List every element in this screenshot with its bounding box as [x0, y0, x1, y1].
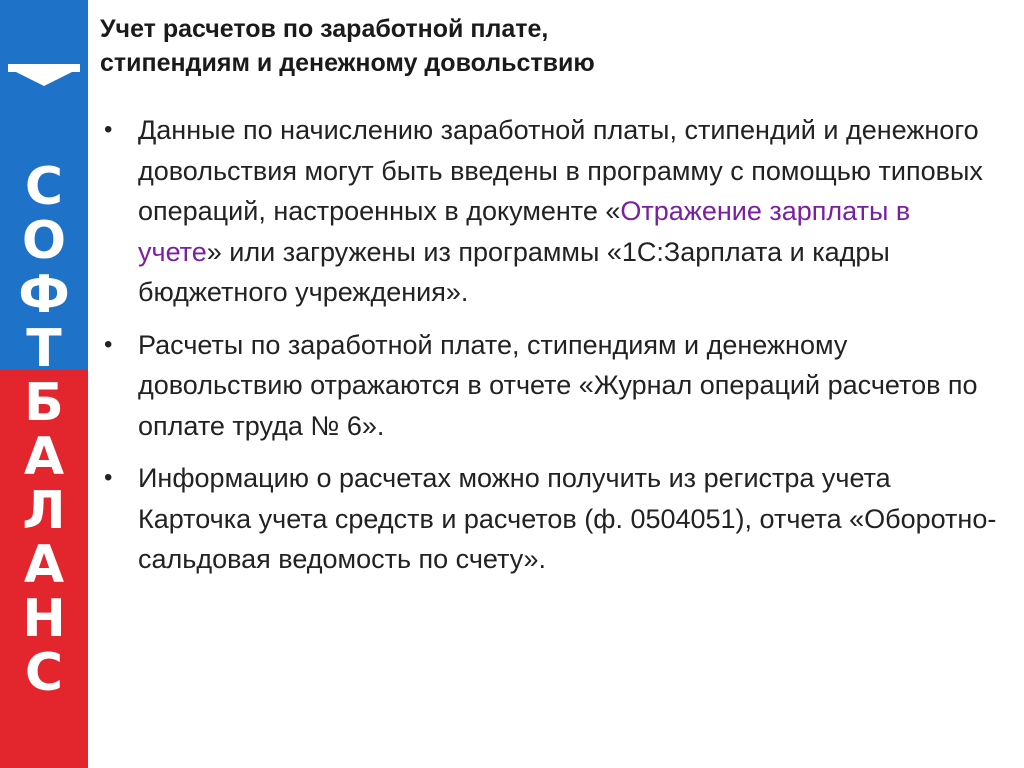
- bullet-item-register: [100, 458, 1000, 580]
- brand-wordmark: [0, 157, 88, 703]
- brand-letter: С: [24, 157, 64, 217]
- brand-letter: Н: [22, 589, 66, 649]
- brand-logo-strip: [0, 0, 88, 768]
- brand-letter: А: [23, 427, 65, 487]
- brand-letter: С: [24, 643, 64, 703]
- brand-letter: Ф: [18, 265, 70, 325]
- bullet-list: [100, 110, 1000, 592]
- bullet-text: Информацию о расчетах можно получить из регистра учета Карточка учета средств и расчетов (ф. 0504051), отчета «Оборотно-сальдовая ведомость по счету».: [138, 463, 997, 574]
- brand-bar: [8, 64, 80, 72]
- bullet-dot-icon: •: [104, 464, 113, 491]
- slide-title: [100, 12, 1000, 80]
- slide-title-line-2: стипендиям и денежному довольствию: [100, 49, 595, 77]
- brand-letter: Б: [24, 373, 64, 433]
- bullet-item-data-entry: [100, 110, 1000, 313]
- bullet-text-end: » или загружены из программы «1С:Зарплата и кадры бюджетного учреждения».: [138, 236, 890, 307]
- bullet-dot-icon: •: [104, 330, 113, 358]
- brand-letter: Л: [22, 481, 66, 541]
- bullet-dot-icon: •: [104, 116, 113, 143]
- document-name-link[interactable]: Отражение зарплаты в учете: [138, 196, 911, 267]
- brand-letter: А: [23, 535, 65, 595]
- brand-letter: О: [21, 211, 67, 271]
- brand-letter: Т: [26, 319, 62, 379]
- bullet-text: Расчеты по заработной плате, стипендиям и денежному довольствию отражаются в отчете «Журнал операций расчетов по оплате труда № 6».: [138, 329, 978, 441]
- bullet-item-journal: [100, 325, 1000, 447]
- bullet-text-start: Данные по начислению заработной платы, стипендий и денежного довольствия могут быть введены в программу с помощью типовых операций, настроенных в документе «: [138, 115, 983, 226]
- slide-title-line-1: Учет расчетов по заработной плате,: [100, 15, 549, 43]
- brand-arrow-icon: [16, 72, 72, 86]
